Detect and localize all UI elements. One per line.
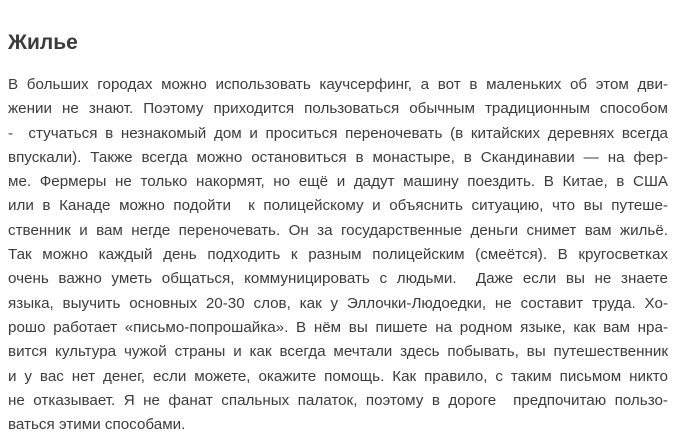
paragraph-line: ме. Фермеры не только накормят, но ещё и дадут машину поездить. В Китае, в США [8,173,668,191]
section-paragraph [8,73,668,437]
paragraph-line: рошо работает «письмо-попрошайка». В нём вы пишете на родном языке, как вам нра- [8,318,668,336]
paragraph-line: впускали). Также всегда можно остановиться в монастыре, в Скандинавии — на фер- [8,148,668,166]
paragraph-line: ственник и вам негде переночевать. Он за государственные деньги снимет вам жильё. [8,221,668,239]
article-section [8,0,668,437]
paragraph-line: ваться этими способами. [8,416,186,434]
paragraph-line: языка, выучить основных 20-30 слов, как у Эллочки-Людоедки, не составит труда. Хо- [8,294,668,312]
paragraph-line: и у вас нет денег, если можете, окажите помощь. Как правило, с таким письмом никто [8,367,668,385]
paragraph-line: или в Канаде можно подойти к полицейскому и объяснить ситуацию, что вы путеше- [8,197,668,215]
section-heading: Жилье [8,31,78,54]
paragraph-line: В больших городах можно использовать каучсерфинг, а вот в маленьких об этом дви- [8,76,668,93]
paragraph-line: Так можно каждый день подходить к разным полицейским (смеётся). В кругосветках [8,246,668,264]
paragraph-line: жении не знают. Поэтому приходится пользоваться обычным традиционным способом [8,100,668,118]
paragraph-line: не отказывает. Я не фанат спальных палаток, поэтому в дороге предпочитаю пользо- [8,391,668,409]
paragraph-line: вится культура чужой страны и как всегда мечтали здесь побывать, вы путешественник [8,343,668,361]
paragraph-line: очень важно уметь общаться, коммуницировать с людьми. Даже если вы не знаете [8,270,668,288]
paragraph-line: - стучаться в незнакомый дом и проситься переночевать (в китайских деревнях всегда [8,124,668,142]
